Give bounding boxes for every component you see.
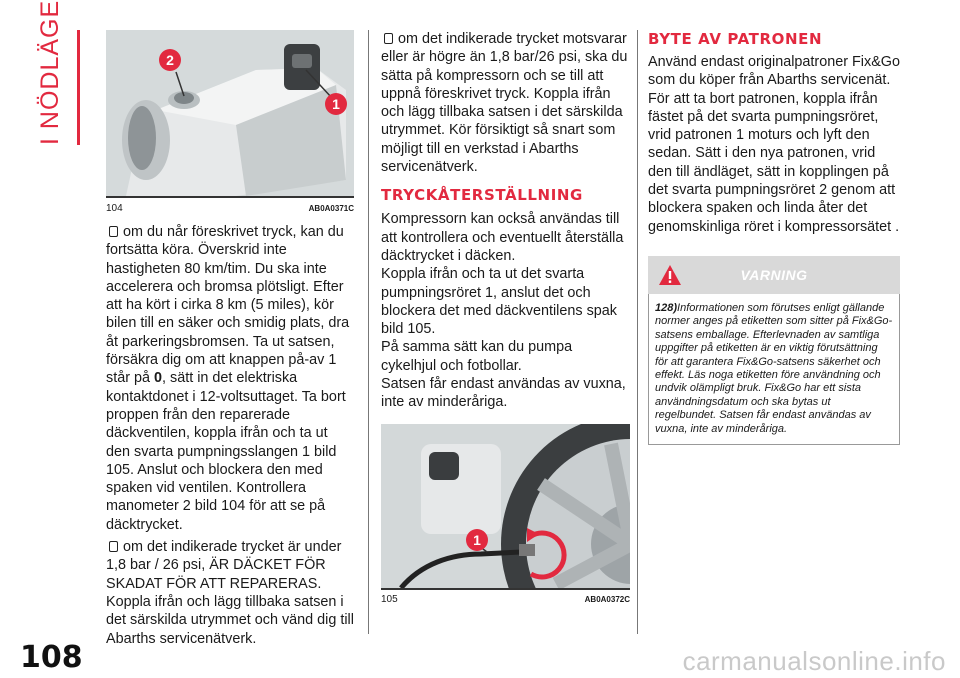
watermark: carmanualsonline.info [682,646,946,676]
checkbox-bullet-icon [109,226,118,237]
paragraph: om du når föreskrivet tryck, kan du fortsätta köra. Överskrid inte hastigheten 80 km/tim. Du ska inte accelerera och bromsa plötsligt. Efter att ha kört i cirka 8 km (5 miles), kör bilen till en säker och smidig plats, dra åt parkeringsbromsen. Ta ut satsen, försäkra dig om att knappen på-av 1 står på 0, sätt in det elektriska kontaktdonet i 12-voltsuttaget. Ta bort proppen från den reparerade däckventilen, koppla ifrån och ta ut den svarta pumpningsslangen 1 bild 105. Anslut och blockera den med spaken vid ventilen. Kontrollera manometer 2 bild 104 för att se på däcktrycket. [106,224,350,533]
column-divider [368,30,369,634]
section-tab-bar [77,30,80,145]
callout-2: 2 [166,52,174,68]
figure-number: 105 [381,594,398,606]
figure-105-image [381,424,630,588]
column-divider [637,30,638,634]
paragraph: Koppla ifrån och ta ut det svarta pumpningsröret 1, anslut det och blockera det med däckventilens spak bild 105. [381,266,617,338]
column-2 [381,30,630,607]
callout-1: 1 [473,531,481,548]
warning-box [648,294,900,445]
paragraph: På samma sätt kan du pumpa cykelhjul och fotbollar. [381,339,573,374]
figure-code: AB0A0372C [584,595,630,605]
tyre-inflation-illustration [381,424,630,588]
checkbox-bullet-icon [109,541,118,552]
figure-105-caption [381,588,630,607]
compressor-illustration [106,30,354,196]
section-tab [28,0,80,145]
section-heading: BYTE AV PATRONEN [648,30,823,48]
warning-title: VARNING [740,266,808,283]
figure-number: 104 [106,202,123,214]
paragraph: Satsen får endast användas av vuxna, inte av minderåriga. [381,376,626,411]
figure-104-caption [106,196,354,215]
figure-code: AB0A0371C [308,203,354,213]
figure-104-image [106,30,354,196]
column-1 [106,30,354,648]
paragraph: om det indikerade trycket är under 1,8 bar / 26 psi, ÄR DÄCKET FÖR SKADAT FÖR ATT REPARERAS. Koppla ifrån och lägg tillbaka satsen i det särskilda utrymmet och vänd dig till Abarths servicenätverk. [106,539,354,647]
column-3 [648,30,900,445]
paragraph: Använd endast originalpatroner Fix&Go som du köper från Abarths servicenät. För att ta bort patronen, koppla ifrån fästet på det svarta pumpningsröret, vrid patronen 1 moturs och lyft den sedan. Sätt i den nya patronen, vrid den till ändläget, sätt in kopplingen på det svarta pumpningsröret 2 genom att blockera spaken och linda åter det genomskinliga röret i kompressorsätet . [648,54,900,235]
paragraph: Kompressorn kan också användas till att kontrollera och eventuellt återställa däcktrycket i däcken. [381,211,624,264]
warning-text: 128)Informationen som förutses enligt gällande normer anges på etiketten som sitter på Fix&Go-satsens emballage. Efterlevnaden av samtliga uppgifter på etiketten är en viktig förutsättning för att garantera Fix&Go-satsens säkerhet och effekt. Läs noga etiketten före användning och undvik olämpligt bruk. Fix&Go har ett sista användningsdatum och ska bytas ut regelbundet. Satsen får endast användas av vuxna, inte av minderåriga. [655,301,893,435]
callout-1: 1 [332,96,340,112]
checkbox-bullet-icon [384,33,393,44]
warning-header [648,256,900,294]
section-heading: TRYCKÅTERSTÄLLNING [381,186,583,205]
paragraph: om det indikerade trycket motsvarar eller är högre än 1,8 bar/26 psi, ska du sätta på kompressorn och se till att uppnå föreskrivet tryck. Koppla ifrån och lägg tillbaka satsen i det särskilda utrymmet. Kör försiktigt så snart som möjligt till en verkstad i Abarths servicenätverk. [381,31,628,176]
section-tab-label: I NÖDLÄGE [36,0,64,145]
page-number: 108 [20,640,83,675]
